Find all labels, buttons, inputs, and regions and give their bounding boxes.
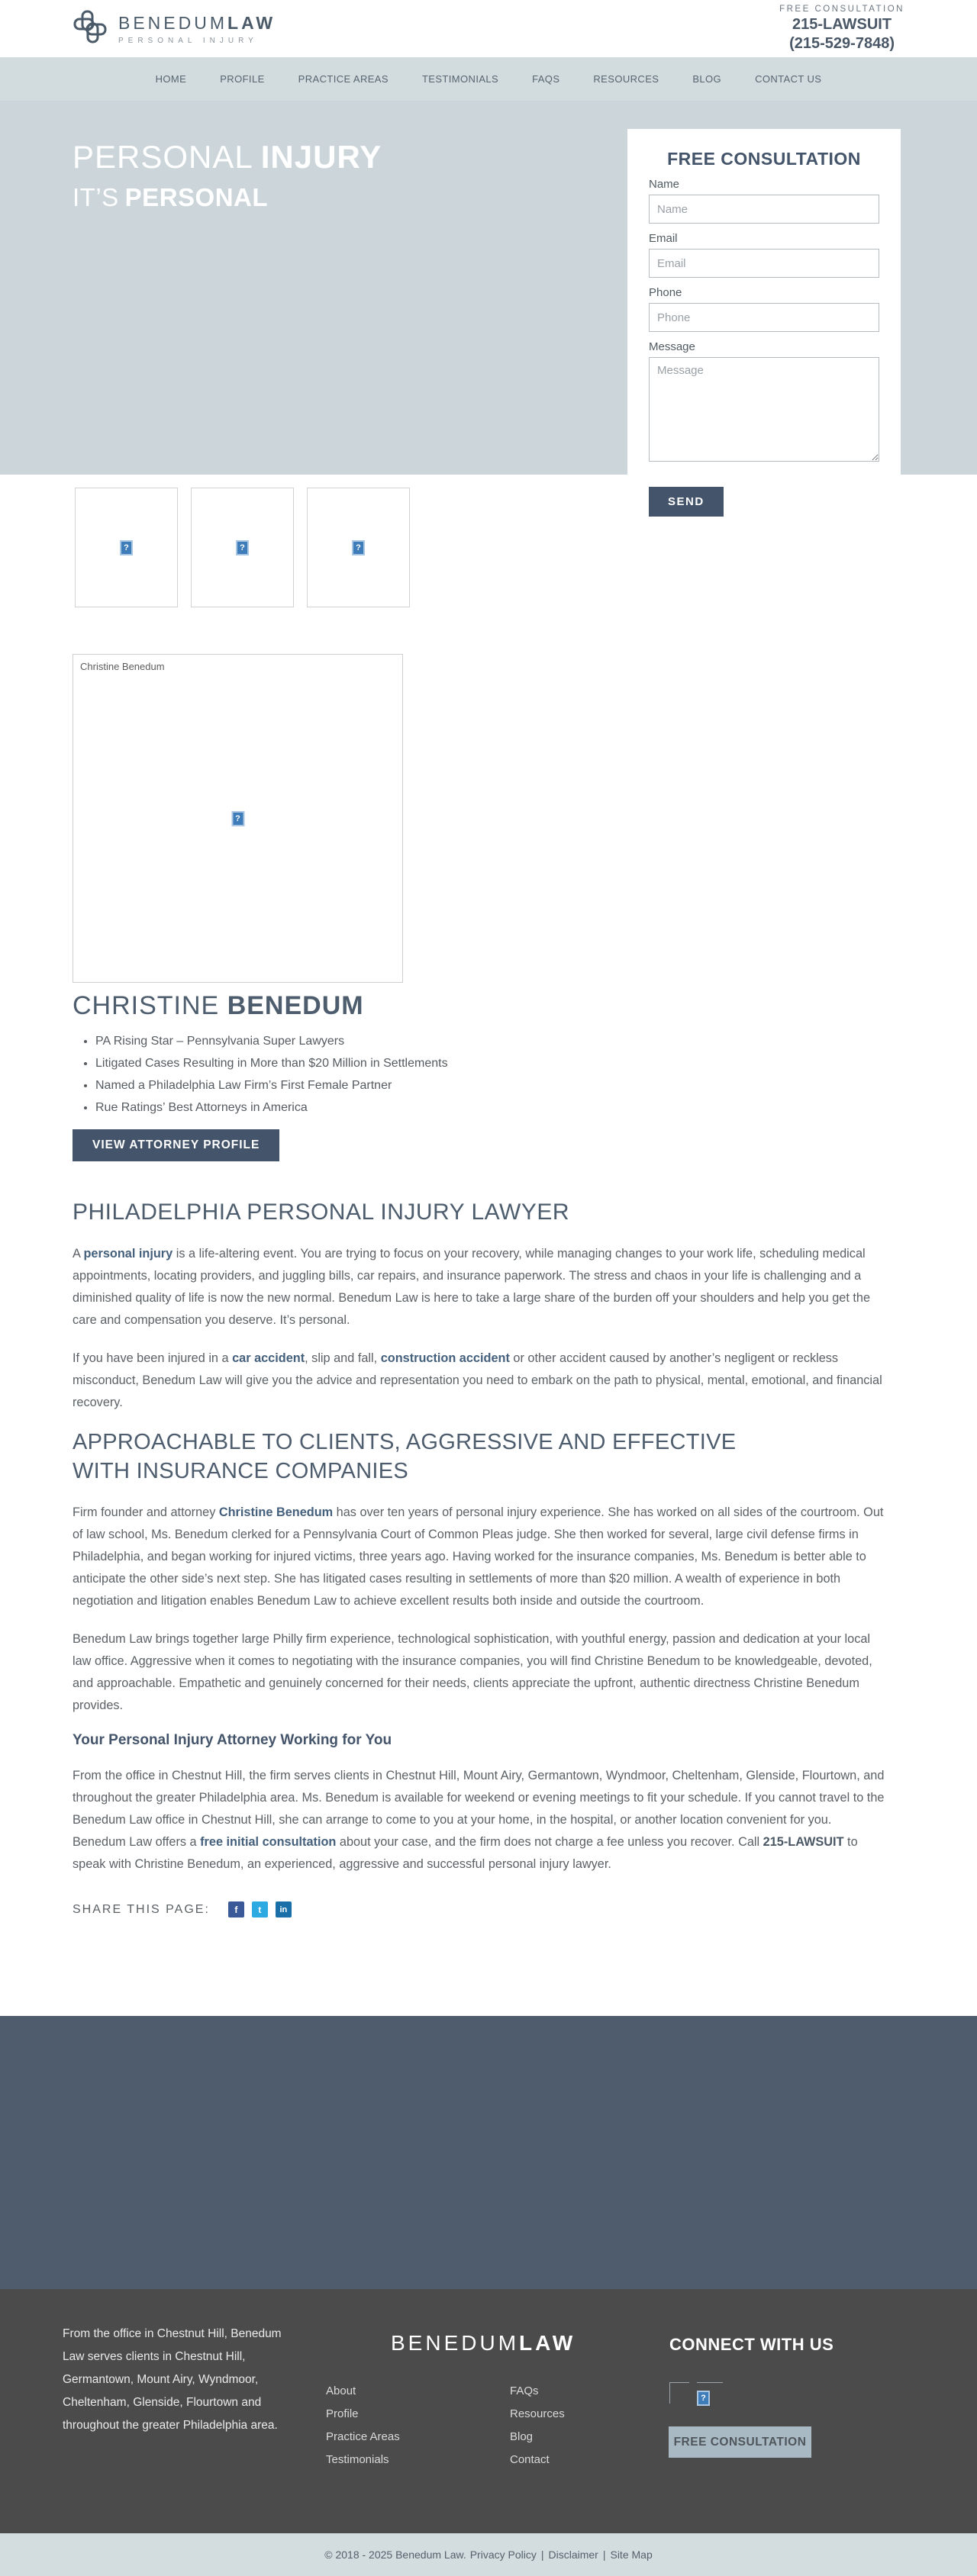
award-badge-placeholder [307,488,410,607]
form-title: FREE CONSULTATION [667,149,861,169]
attorney-photo-alt-text: Christine Benedum [80,661,165,672]
phone-field[interactable] [649,303,879,332]
site-header [0,0,977,57]
name-field[interactable] [649,195,879,224]
footer-link-testimonials[interactable]: Testimonials [326,2453,389,2466]
nav-item-resources[interactable]: RESOURCES [593,73,659,85]
personal-injury-link[interactable]: personal injury [83,1247,173,1261]
footer-social-placeholders [669,2382,723,2406]
share-row [73,1901,904,1918]
copyright-text: © 2018 - 2025 Benedum Law. [324,2549,466,2561]
page-title: PHILADELPHIA PERSONAL INJURY LAWYER [73,1199,570,1225]
view-attorney-profile-button[interactable]: VIEW ATTORNEY PROFILE [73,1129,279,1161]
accolade-item: • Named a Philadelphia Law Firm’s First Female Partner [95,1074,904,1096]
consultation-form-panel [627,129,901,546]
award-badge-placeholder [191,488,294,607]
header-contact [779,5,904,53]
privacy-policy-link[interactable]: Privacy Policy [469,2549,537,2561]
broken-image-icon: ? [352,540,365,555]
nav-item-faqs[interactable]: FAQS [532,73,560,85]
attorney-photo-placeholder [73,654,403,983]
section-heading-approachable: APPROACHABLE TO CLIENTS, AGGRESSIVE AND EFFECTIVE WITH INSURANCE COMPANIES [73,1430,737,1483]
social-image-placeholder [697,2382,723,2406]
brand-knot-icon [73,9,108,48]
free-consultation-label: FREE CONSULTATION [779,4,904,14]
name-label: Name [649,178,680,191]
free-consultation-link[interactable]: free initial consultation [200,1835,337,1849]
hero-title: PERSONAL INJURY [73,139,382,175]
footer-free-consultation-button[interactable]: FREE CONSULTATION [669,2426,811,2458]
disclaimer-link[interactable]: Disclaimer [548,2549,598,2561]
linkedin-icon[interactable]: in [276,1901,292,1918]
footer-about-text: From the office in Chestnut Hill, Benedum Law serves clients in Chestnut Hill, Germantown, Mount Airy, Wyndmoor, Cheltenham, Glenside, Flourtown and throughout the greater Philadelphia area. [63,2327,282,2432]
firm-qualities-paragraph: Benedum Law brings together large Philly firm experience, technological sophistication, with youthful energy, passion and dedication at your local law office. Aggressive when it comes to negotiating with the insurance companies, you will find Christine Benedum to be knowledgeable, devoted, and approachable. Empathetic and genuinely concerned for their needs, clients appreciate the upfront, authentic directness Christine Benedum provides. [73,1632,872,1712]
hero-subtitle: IT’S PERSONAL [73,183,269,211]
phone-number[interactable]: (215-529-7848) [789,34,895,52]
hero-banner [0,101,977,508]
accolade-item: • PA Rising Star – Pennsylvania Super Lawyers [95,1030,904,1052]
brand-tagline: PERSONAL INJURY [118,36,258,45]
footer-link-profile[interactable]: Profile [326,2407,359,2420]
intro-paragraph: A personal injury is a life-altering event. You are trying to focus on your recovery, while managing changes to your work life, scheduling medical appointments, locating providers, and juggling bills, car repairs, and insurance paperwork. The stress and chaos in your life is challenging and a diminished quality of life is now the new normal. Benedum Law is here to take a large share of the burden off your shoulders and help you get the care and compensation you deserve. It’s personal. [73,1247,871,1327]
accolade-item: • Rue Ratings’ Best Attorneys in America [95,1096,904,1119]
accident-types-paragraph: If you have been injured in a car accident, slip and fall, construction accident or other accident caused by another’s negligent or reckless misconduct, Benedum Law will give you the advice and representation you need to embark on the path to physical, mental, emotional, and financial recovery. [73,1351,882,1409]
award-badge-placeholder [75,488,178,607]
subheading-working-for-you: Your Personal Injury Attorney Working for You [73,1732,392,1748]
broken-image-icon: ? [236,540,249,555]
email-field[interactable] [649,249,879,278]
footer-link-resources[interactable]: Resources [510,2407,565,2420]
footer-brand-logo: BENEDUMLAW [391,2331,576,2355]
message-label: Message [649,340,695,353]
experience-paragraph: Firm founder and attorney Christine Benedum has over ten years of personal injury experience. She has worked on all sides of the courtroom. Out of law school, Ms. Benedum clerked for a Pennsylvania Court of Common Pleas judge. She then worked for several, large civil defense firms in Philadelphia, and began working for injured victims, three years ago. Having worked for the insurance companies, Ms. Benedum is better able to anticipate the other side’s next step. She has litigated cases resulting in settlements of more than $20 million. A wealth of experience in both negotiation and litigation enables Benedum Law to achieve excellent results both inside and outside the courtroom. [73,1505,884,1608]
brand-name: BENEDUMLAW [118,12,276,33]
main-nav [0,57,977,101]
nav-item-profile[interactable]: PROFILE [220,73,265,85]
facebook-icon[interactable]: f [228,1901,244,1918]
attorney-accolades-list [73,1030,904,1119]
broken-image-icon: ? [697,2391,710,2406]
main-article [73,1198,904,1918]
christine-benedum-link[interactable]: Christine Benedum [218,1505,334,1519]
car-accident-link[interactable]: car accident [232,1351,305,1365]
footer-link-practice-areas[interactable]: Practice Areas [326,2430,400,2443]
nav-item-practice-areas[interactable]: PRACTICE AREAS [298,73,389,85]
nav-item-testimonials[interactable]: TESTIMONIALS [421,73,499,85]
accolade-item: • Litigated Cases Resulting in More than $20 Million in Settlements [95,1052,904,1074]
phone-label: Phone [649,286,682,299]
map-placeholder-band [0,2016,977,2289]
footer-link-faqs[interactable]: FAQs [510,2384,539,2397]
nav-item-contact-us[interactable]: CONTACT US [755,73,822,85]
broken-image-icon: ? [231,811,244,826]
construction-accident-link[interactable]: construction accident [380,1351,510,1365]
phone-vanity-inline: 215-LAWSUIT [763,1835,844,1849]
connect-with-us-heading: CONNECT WITH US [669,2335,834,2354]
email-label: Email [649,232,678,245]
copyright-bar: © 2018 - 2025 Benedum Law. Privacy Policy | Disclaimer | Site Map [0,2533,977,2576]
footer-link-contact[interactable]: Contact [510,2453,550,2466]
brand-logo[interactable] [73,9,276,48]
footer-links-column-2 [510,2380,565,2471]
social-image-placeholder [669,2382,689,2404]
service-area-paragraph: From the office in Chestnut Hill, the firm serves clients in Chestnut Hill, Mount Airy, Germantown, Wyndmoor, Cheltenham, Glenside, Flourtown, and throughout the greater Philadelphia area. Ms. Benedum is available for weekend or evening meetings to fit your schedule. If you cannot travel to the Benedum Law office in Chestnut Hill, she can arrange to come to you at your home, in the hospital, or another location convenient for you. Benedum Law offers a free initial consultation about your case, and the firm does not charge a fee unless you recover. Call 215-LAWSUIT to speak with Christine Benedum, an experienced, aggressive and successful personal injury lawyer. [73,1769,885,1871]
share-label: SHARE THIS PAGE: [73,1902,210,1916]
phone-vanity[interactable]: 215-LAWSUIT [792,15,892,33]
broken-image-icon: ? [120,540,133,555]
message-field[interactable] [649,357,879,462]
send-button[interactable]: SEND [649,487,724,517]
footer-link-blog[interactable]: Blog [510,2430,534,2443]
footer-link-about[interactable]: About [326,2384,356,2397]
attorney-name-heading: CHRISTINE BENEDUM [73,991,364,1020]
footer-links-column-1 [326,2380,400,2471]
site-footer [0,2289,977,2533]
nav-item-home[interactable]: HOME [155,73,187,85]
nav-item-blog[interactable]: BLOG [692,73,722,85]
site-map-link[interactable]: Site Map [610,2549,653,2561]
twitter-icon[interactable]: t [252,1901,268,1918]
